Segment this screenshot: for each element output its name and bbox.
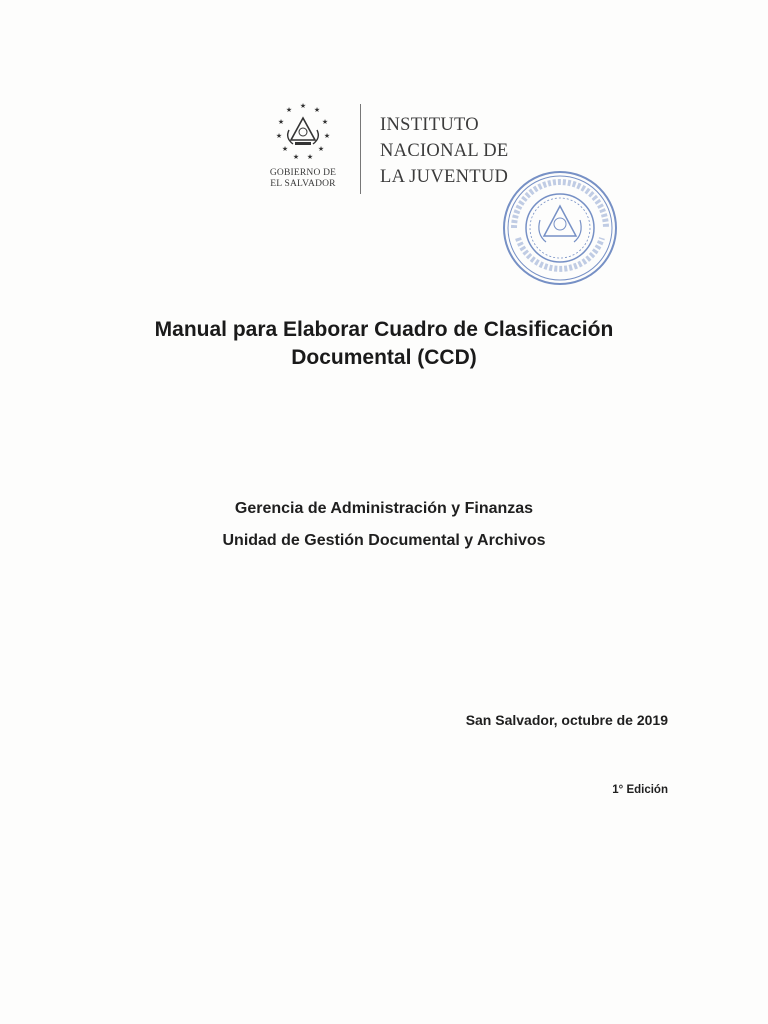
institute-name-line-1: INSTITUTO: [380, 115, 479, 135]
svg-text:★: ★: [313, 106, 321, 114]
edition-label: 1° Edición: [612, 784, 668, 796]
institute-name: [380, 112, 509, 190]
header-divider: [360, 104, 361, 194]
svg-text:★: ★: [275, 132, 283, 140]
document-title: [0, 316, 768, 372]
svg-text:★: ★: [299, 102, 307, 110]
document-subtitle: [0, 493, 768, 557]
department-name: Gerencia de Administración y Finanzas: [234, 500, 534, 517]
unit-name: Unidad de Gestión Documental y Archivos: [222, 532, 546, 549]
document-title-line-1: Manual para Elaborar Cuadro de Clasificación: [154, 318, 614, 341]
svg-text:★: ★: [281, 145, 289, 153]
place-date: San Salvador, octubre de 2019: [465, 712, 668, 728]
svg-text:★: ★: [285, 106, 293, 114]
institute-name-line-2: NACIONAL DE: [380, 141, 509, 161]
svg-text:★: ★: [323, 132, 331, 140]
government-label: GOBIERNO DE EL SALVADOR: [269, 168, 337, 189]
svg-text:★: ★: [306, 153, 314, 161]
svg-text:★: ★: [317, 145, 325, 153]
svg-text:★: ★: [277, 118, 285, 126]
document-title-line-2: Documental (CCD): [291, 346, 477, 369]
official-seal-stamp-icon: [500, 168, 620, 288]
government-logo: [258, 100, 348, 190]
svg-text:★: ★: [321, 118, 329, 126]
coat-of-arms-icon: [273, 100, 333, 164]
institute-name-line-3: LA JUVENTUD: [380, 167, 509, 187]
svg-text:★: ★: [292, 153, 300, 161]
